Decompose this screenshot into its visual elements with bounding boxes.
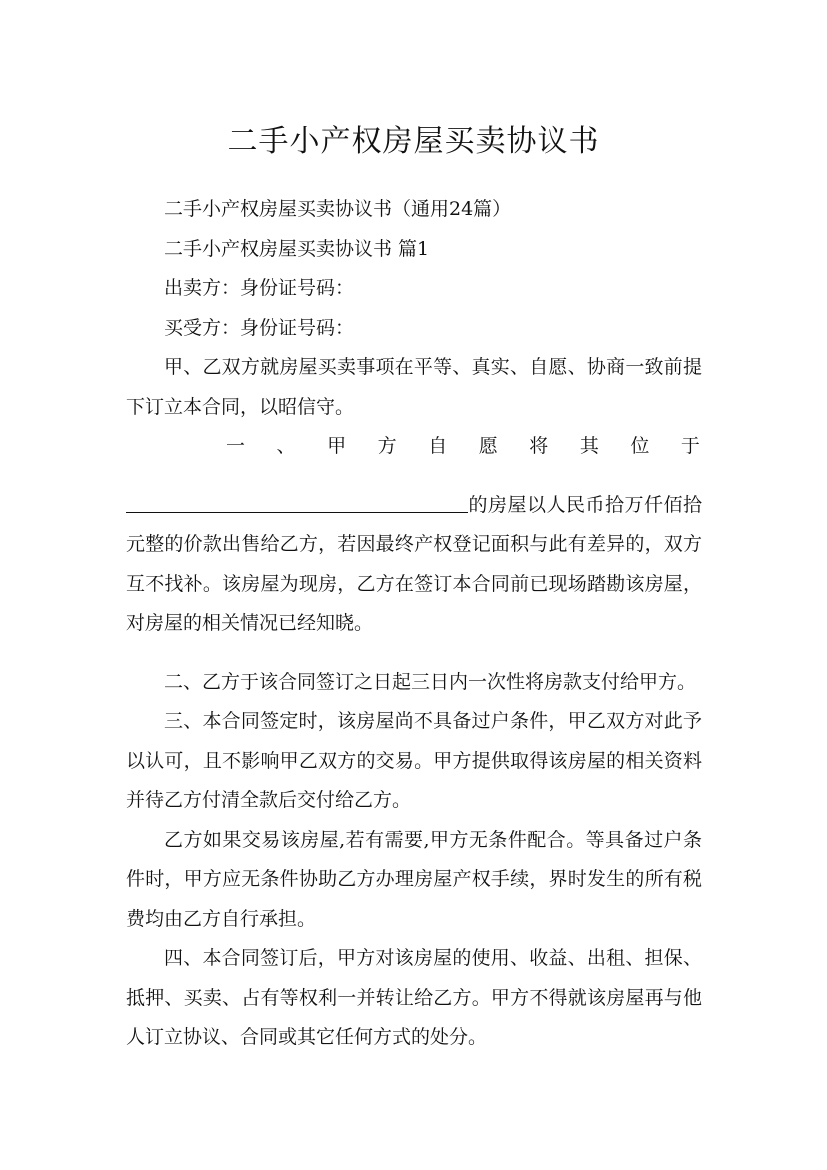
clause-1-char: 自 (428, 435, 448, 457)
paragraph: 四、本合同签订后，甲方对该房屋的使用、收益、出租、担保、抵押、买卖、占有等权利一并转让给乙方。甲方不得就该房屋再与他人订立协议、合同或其它任何方式的处分。 (126, 947, 702, 1048)
paragraph: 二手小产权房屋买卖协议书 篇1 (164, 237, 430, 260)
clause-1-char: 其 (579, 435, 599, 457)
paragraph: 乙方如果交易该房屋,若有需要,甲方无条件配合。等具备过户条件时，甲方应无条件协助乙方办理房屋产权手续，界时发生的所有税费均由乙方自行承担。 (126, 828, 702, 930)
clause-1-char: 方 (377, 435, 397, 457)
clause-1-char: 将 (529, 435, 549, 457)
paragraph: 二手小产权房屋买卖协议书（通用24篇） (164, 198, 512, 220)
paragraph: 买受方：身份证号码： (164, 316, 355, 339)
clause-1-body (126, 486, 702, 644)
paragraph: 二、乙方于该合同签订之日起三日内一次性将房款支付给甲方。 (164, 670, 697, 693)
address-blank-line[interactable] (126, 492, 468, 513)
document-body (126, 190, 702, 1058)
document-title: 二手小产权房屋买卖协议书 (227, 124, 600, 160)
paragraph: 出卖方：身份证号码： (164, 277, 355, 299)
clause-1-lead-line (126, 427, 702, 467)
clause-1-char: 位 (630, 435, 650, 457)
clause-1-char: 、 (276, 435, 296, 457)
clause-1-char: 于 (680, 435, 700, 457)
paragraph: 甲、乙双方就房屋买卖事项在平等、真实、自愿、协商一致前提下订立本合同，以昭信守。 (126, 356, 702, 418)
paragraph: 三、本合同签定时，该房屋尚不具备过户条件，甲乙双方对此予以认可，且不影响甲乙双方的交易。甲方提供取得该房屋的相关资料并待乙方付清全款后交付给乙方。 (126, 710, 702, 811)
clause-1-char: 一 (226, 435, 246, 457)
clause-1-char: 愿 (478, 435, 498, 457)
clause-1-char: 甲 (327, 435, 347, 457)
clause-1-text: 的房屋以人民币拾万仟佰拾元整的价款出售给乙方，若因最终产权登记面积与此有差异的，双方互不找补。该房屋为现房，乙方在签订本合同前已现场踏勘该房屋，对房屋的相关情况已经知晓。 (126, 493, 702, 634)
